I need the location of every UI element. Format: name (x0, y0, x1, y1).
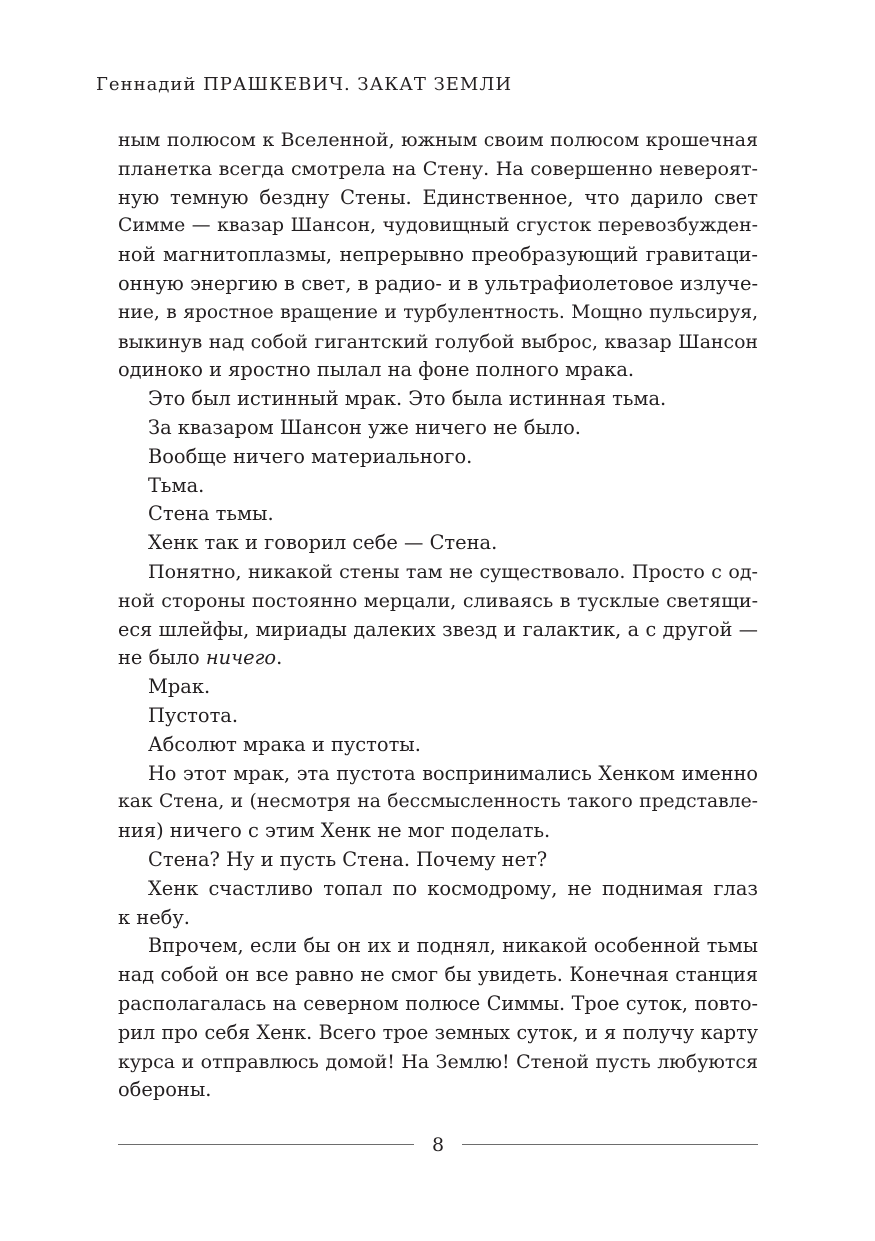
text-segment: . (276, 646, 283, 670)
text-line: Хенк так и говорил себе — Стена. (148, 531, 498, 555)
text-line: к небу. (118, 905, 190, 929)
text-line: над собой он все равно не смог бы увидеть. Конечная станция (118, 963, 758, 987)
text-line: располагалась на северном полюсе Симмы. Трое суток, повто- (118, 991, 758, 1015)
text-line: выкинув над собой гигантский голубой выброс, квазар Шансон (118, 330, 758, 353)
text-line: ную темную бездну Стены. Единственное, что дарило свет (118, 185, 758, 209)
italic-word: ничего (205, 646, 277, 670)
text-line: Это был истинный мрак. Это была истинная тьма. (148, 387, 667, 411)
text-line: Симме — квазар Шансон, чудовищный сгусток перевозбужден- (118, 215, 758, 237)
text-line: Стена? Ну и пусть Стена. Почему нет? (148, 847, 548, 871)
text-line: планетка всегда смотрела на Стену. На совершенно невероят- (118, 156, 758, 180)
text-line: ние, в яростное вращение и турбулентность. Мощно пульсируя, (118, 301, 758, 323)
text-line: курса и отправлюсь домой! На Землю! Стеной пусть любуются (118, 1050, 758, 1073)
text-line (118, 644, 758, 673)
text-line: Пустота. (148, 703, 239, 727)
text-line: обероны. (118, 1078, 212, 1102)
text-line: Хенк счастливо топал по космодрому, не поднимая глаз (148, 876, 758, 900)
running-head: Геннадий ПРАШКЕВИЧ. ЗАКАТ ЗЕМЛИ (96, 74, 513, 95)
text-line: ной стороны постоянно мерцали, сливаясь в тусклые светящи- (118, 589, 758, 612)
text-line: ной магнитоплазмы, непрерывно преобразующий гравитаци- (118, 243, 758, 267)
text-line: одиноко и яростно пылал на фоне полного мрака. (118, 358, 635, 382)
text-line: ния) ничего с этим Хенк не мог поделать. (118, 819, 551, 843)
text-segment: не было (118, 646, 206, 670)
footer-rule-left (118, 1144, 414, 1145)
text-line: Понятно, никакой стены там не существовало. Просто с од- (148, 560, 758, 583)
text-line: как Стена, и (несмотря на бессмысленность такого представле- (118, 791, 758, 813)
text-line: еся шлейфы, мириады далеких звезд и галактик, а с другой — (118, 617, 758, 641)
page-footer (118, 1133, 758, 1157)
body-text (118, 126, 758, 1105)
text-line: ным полюсом к Вселенной, южным своим полюсом крошечная (118, 129, 758, 151)
text-line: Стена тьмы. (148, 502, 274, 526)
text-line: Мрак. (148, 675, 211, 699)
text-line: Вообще ничего материального. (148, 444, 473, 468)
text-line: Впрочем, если бы он их и поднял, никакой особенной тьмы (148, 934, 758, 958)
footer-rule-right (462, 1144, 758, 1145)
text-line: Тьма. (148, 473, 205, 497)
page-number: 8 (431, 1134, 445, 1156)
text-line: онную энергию в свет, в радио- и в ультрафиолетовое излуче- (118, 271, 758, 295)
text-line: За квазаром Шансон уже ничего не было. (148, 415, 581, 439)
text-line: Но этот мрак, эта пустота воспринимались Хенком именно (148, 761, 758, 785)
text-line: Абсолют мрака и пустоты. (148, 732, 421, 756)
text-line: рил про себя Хенк. Всего трое земных суток, и я получу карту (118, 1020, 758, 1044)
